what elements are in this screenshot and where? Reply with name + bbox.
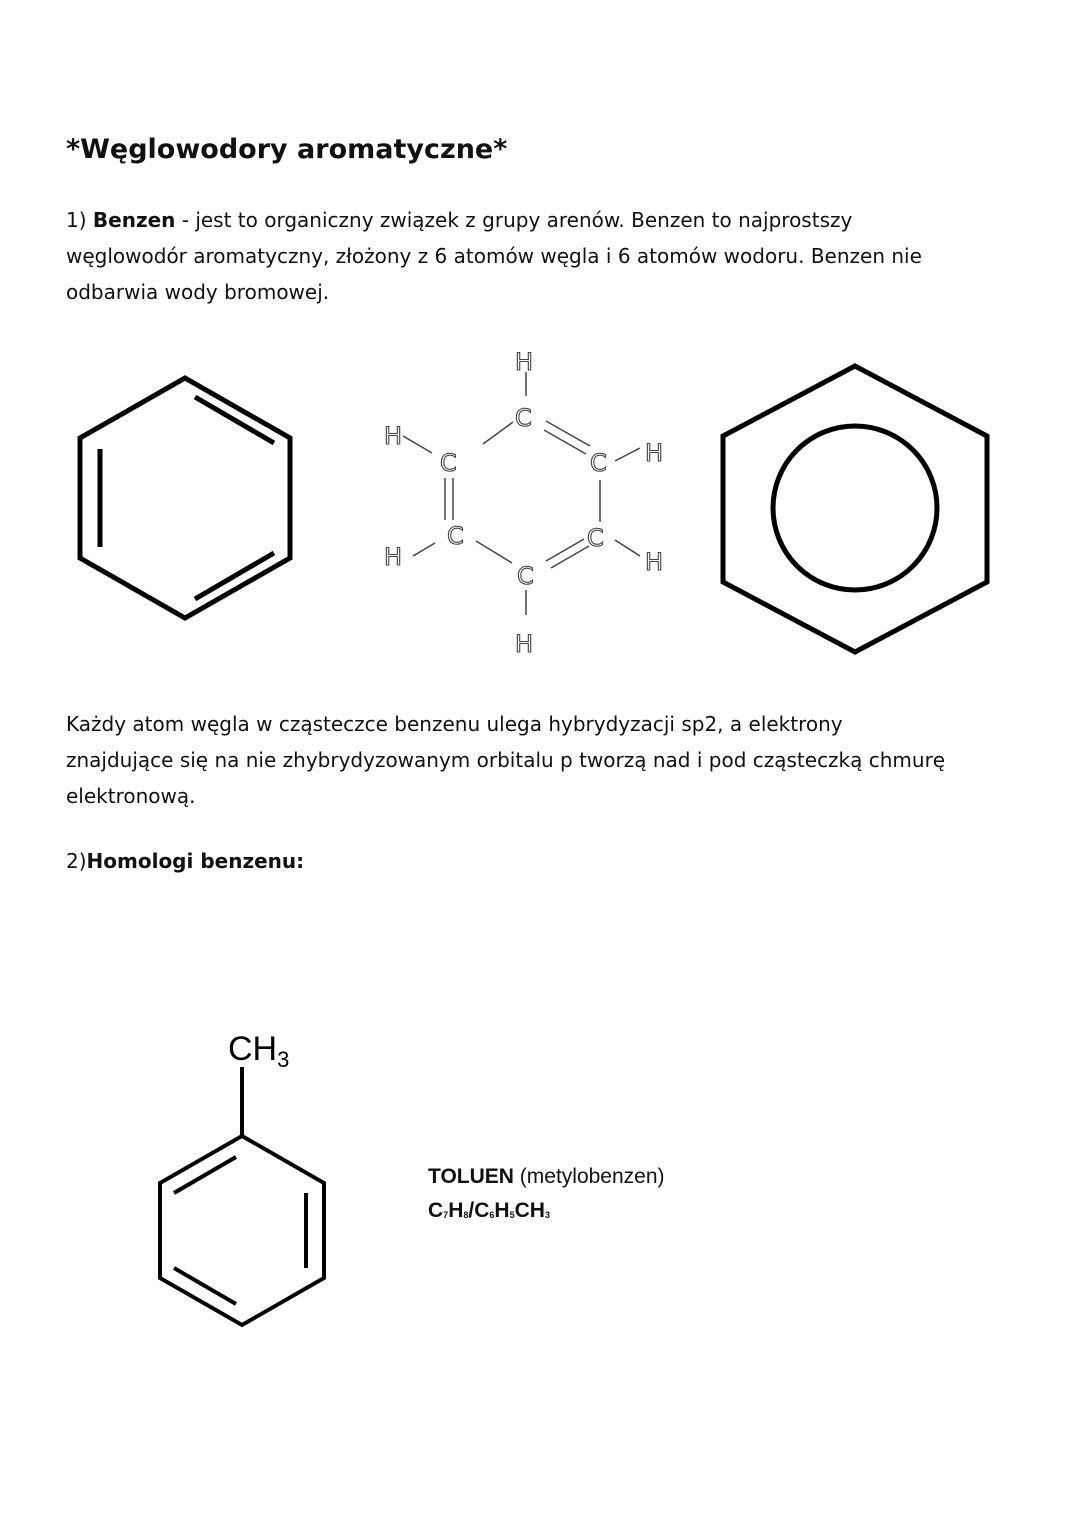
atom-h-upper-left: H xyxy=(384,422,403,450)
toluene-formula: $C_7H_8/C_6H_5CH_3$ xyxy=(428,1199,550,1222)
benzene-term: Benzen xyxy=(92,208,176,232)
hybridization-line-3: elektronową. xyxy=(66,784,196,808)
benzene-line-3: odbarwia wody bromowej. xyxy=(66,280,330,304)
atom-c-top: C xyxy=(515,404,532,432)
atom-c-lower-right: C xyxy=(587,524,604,552)
atom-c-bottom: C xyxy=(517,562,534,590)
hybridization-line-2: znajdujące się na nie zhybrydyzowanym orbitalu p tworzą nad i pod cząsteczką chmurę xyxy=(66,748,946,772)
atom-c-lower-left: C xyxy=(447,522,464,550)
atom-c-upper-right: C xyxy=(590,449,607,477)
page-title: *Węglowodory aromatyczne* xyxy=(66,134,508,165)
toluene-ch3-label: $CH_3$ xyxy=(228,1030,290,1072)
atom-h-bottom: H xyxy=(515,630,534,658)
hybridization-line-1: Każdy atom węgla w cząsteczce benzenu ulega hybrydyzacji sp2, a elektrony xyxy=(66,712,843,736)
homologues-heading: 2)Homologi benzenu: xyxy=(66,849,305,873)
atom-h-lower-right: H xyxy=(645,548,664,576)
atom-h-lower-left: H xyxy=(384,543,403,571)
benzene-line-2: węglowodór aromatyczny, złożony z 6 atomów węgla i 6 atomów wodoru. Benzen nie xyxy=(66,244,922,268)
atom-h-upper-right: H xyxy=(645,439,664,467)
toluene-name: TOLUEN (metylobenzen) xyxy=(428,1165,665,1188)
atom-h-top: H xyxy=(515,348,534,376)
toluene-info xyxy=(428,1160,665,1232)
benzene-line-1: 1) Benzen - jest to organiczny związek z grupy arenów. Benzen to najprostszy xyxy=(66,208,853,232)
atom-c-upper-left: C xyxy=(440,449,457,477)
